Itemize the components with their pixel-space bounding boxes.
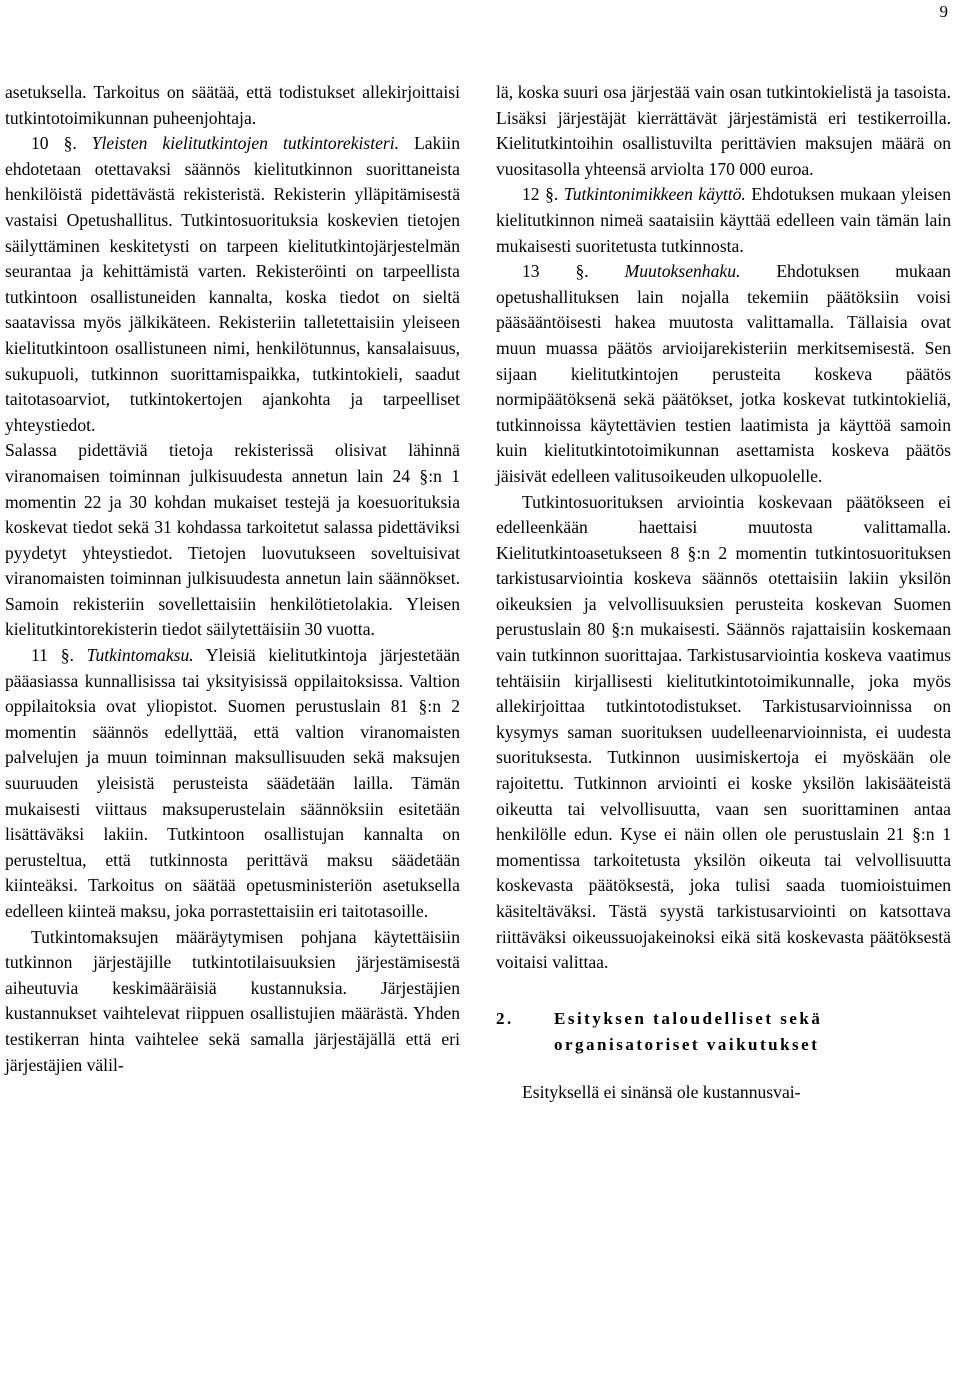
- paragraph: Esityksellä ei sinänsä ole kustannusvai-: [522, 1081, 801, 1102]
- right-column: [496, 80, 951, 1105]
- section-title: Yleisten kielitutkintojen tutkintorekisteri.: [91, 133, 400, 154]
- section-body: Yleisiä kielitutkintoja järjestetään pääasiassa kunnallisissa tai yksityisissä oppilaitoksissa. Valtion oppilaitoksia ovat yliopistot. Suomen perustuslain 81 §:n 2 momentin säännös edellyttää, että valtion viranomaisten palvelujen ja muun toiminnan maksullisuuden sekä maksujen suuruuden yleisistä perusteista säädetään lailla. Tämän mukaisesti viittaus maksuperustelain säännöksiin esitetään lisättäväksi lakiin. Tutkintoon osallistujan kannalta on perusteltua, että tutkinnosta perittävä maksu säädetään kiinteäksi. Tarkoitus on säätää opetusministeriön asetuksella edelleen kiinteä maksu, joka porrastettaisiin eri taitotasoille.: [5, 645, 460, 921]
- section-title: Tutkintomaksu.: [86, 645, 194, 666]
- heading-text: Esityksen taloudelliset sekä organisatoriset vaikutukset: [554, 1008, 823, 1054]
- section-body: Ehdotuksen mukaan opetushallituksen lain nojalla tekemiin päätöksiin voisi pääsääntöisesti hakea muutosta valittamalla. Tällaisia ovat muun muassa päätös arvioijarekisteriin merkitsemisestä. Sen sijaan kielitutkintojen perusteita koskeva päätös normipäätöksenä sekä päätökset, jotka koskevat tutkintokieliä, tutkinnoissa käytettävien testien laatimista ja käyttöä samoin kuin kielitutkintotoimikunnan asettamista koskeva päätös jäisivät edelleen valitusoikeuden ulkopuolelle.: [496, 261, 951, 486]
- section-body: Ehdotuksen mukaan yleisen kielitutkinnon nimeä saataisiin käyttää edelleen vain tämän lain mukaisesti suoritetusta tutkinnosta.: [496, 184, 952, 256]
- section-number: 13 §.: [522, 261, 589, 282]
- section-11: [5, 643, 460, 925]
- section-title: Tutkintonimikkeen käyttö.: [563, 184, 746, 205]
- paragraph: Tutkintomaksujen määräytymisen pohjana käytettäisiin tutkinnon järjestäjille tutkintotilaisuuksien järjestämisestä aiheutuvia keskimääräisiä kustannuksia. Järjestäjien kustannukset vaihtelevat riippuen osallistujien määrästä. Yhden testikerran hinta vaihtelee sekä samalla järjestäjällä että eri järjestäjien välil-: [5, 926, 460, 1075]
- paragraph: Tutkintosuorituksen arviointia koskevaan päätökseen ei edelleenkään haettaisi muutosta valittamalla. Kielitutkintoasetukseen 8 §:n 2 momentin tutkintosuorituksen tarkistusarviointia koskeva säännös otettaisiin lakiin yksilön oikeuksien ja velvollisuuksien perusteita koskevan Suomen perustuslain 80 §:n mukaisesti. Säännös rajattaisiin koskemaan vain tutkinnon suorittajaa. Tarkistusarviointia koskeva vaatimus tehtäisiin kirjallisesti kielitutkintotoimikunnalle, joka myös allekirjoittaa tutkintotodistukset. Tarkistusarvioinnissa on kysymys saman suorituksen uudelleenarvioinnista, ei uudesta suorituksesta. Tutkinnon uusimiskertoja ei myöskään ole rajoitettu. Tutkinnon arviointi ei koske yksilön lakisääteistä oikeutta tai velvollisuutta, vaan sen suorittaminen antaa henkilölle edun. Kyse ei näin ollen ole perustuslain 21 §:n 1 momentissa tarkoitetusta yksilön oikeuta tai velvollisuutta koskevasta päätöksestä, joka tulisi saada tuomioistuimen käsiteltäväksi. Tästä syystä tarkistusarviointi on katsottava riittäväksi oikeussuojakeinoksi eikä sitä koskevasta päätöksestä voitaisi valittaa.: [496, 491, 951, 973]
- section-10: [5, 131, 460, 438]
- section-number: 12 §.: [522, 184, 559, 205]
- paragraph: Salassa pidettäviä tietoja rekisterissä olisivat lähinnä viranomaisen toiminnan julkisuudesta annetun lain 24 §:n 1 momentin 22 ja 30 kohdan mukaiset testejä ja koesuorituksia koskevat tiedot sekä 31 kohdassa tarkoitetut salassa pidettäviksi pyydetyt yhteystiedot. Tietojen luovutukseen soveltuisivat viranomaisten toiminnan julkisuudesta annetun lain säännökset. Samoin rekisteriin sovellettaisiin henkilötietolakia. Yleisen kielitutkintorekisterin tiedot säilytettäisiin 30 vuotta.: [5, 440, 460, 640]
- paragraph: asetuksella. Tarkoitus on säätää, että todistukset allekirjoittaisi tutkintotoimikunnan puheenjohtaja.: [5, 82, 460, 128]
- paragraph: lä, koska suuri osa järjestää vain osan tutkintokielistä ja tasoista. Lisäksi järjestäjät kierrättävät järjestämistä eri testikerroilla. Kielitutkintoihin osallistuvilta perittävien maksujen määrä on vuositasolla yhteensä arviolta 170 000 euroa.: [496, 82, 951, 179]
- section-12: [496, 182, 951, 259]
- chapter-heading: [496, 1006, 951, 1058]
- section-title: Muutoksenhaku.: [624, 261, 741, 282]
- section-body: Lakiin ehdotetaan otettavaksi säännös kielitutkinnon suorittaneista henkilöistä pidettävästä rekisteristä. Rekisterin ylläpitämisestä vastaisi Opetushallitus. Tutkintosuorituksia koskevien tietojen säilyttäminen keskitetysti on tarpeen kielitutkintojärjestelmän seurantaa ja kehittämistä varten. Rekisteröinti on tarpeellista tutkintoon osallistuneiden kannalta, koska tiedot on sieltä saatavissa myös jälkikäteen. Rekisteriin talletettaisiin yleiseen kielitutkintoon osallistuneen nimi, henkilötunnus, kansalaisuus, sukupuoli, tutkinnon suorittamispaikka, tutkintokieli, saadut taitotasoarviot, tutkintokertojen ajankohta ja tarpeelliset yhteystiedot.: [5, 133, 460, 435]
- page-number: 9: [939, 2, 948, 21]
- section-number: 10 §.: [31, 133, 77, 154]
- section-number: 11 §.: [31, 645, 74, 666]
- left-column: [5, 80, 460, 1078]
- heading-number: 2.: [496, 1008, 514, 1028]
- section-13: [496, 259, 951, 489]
